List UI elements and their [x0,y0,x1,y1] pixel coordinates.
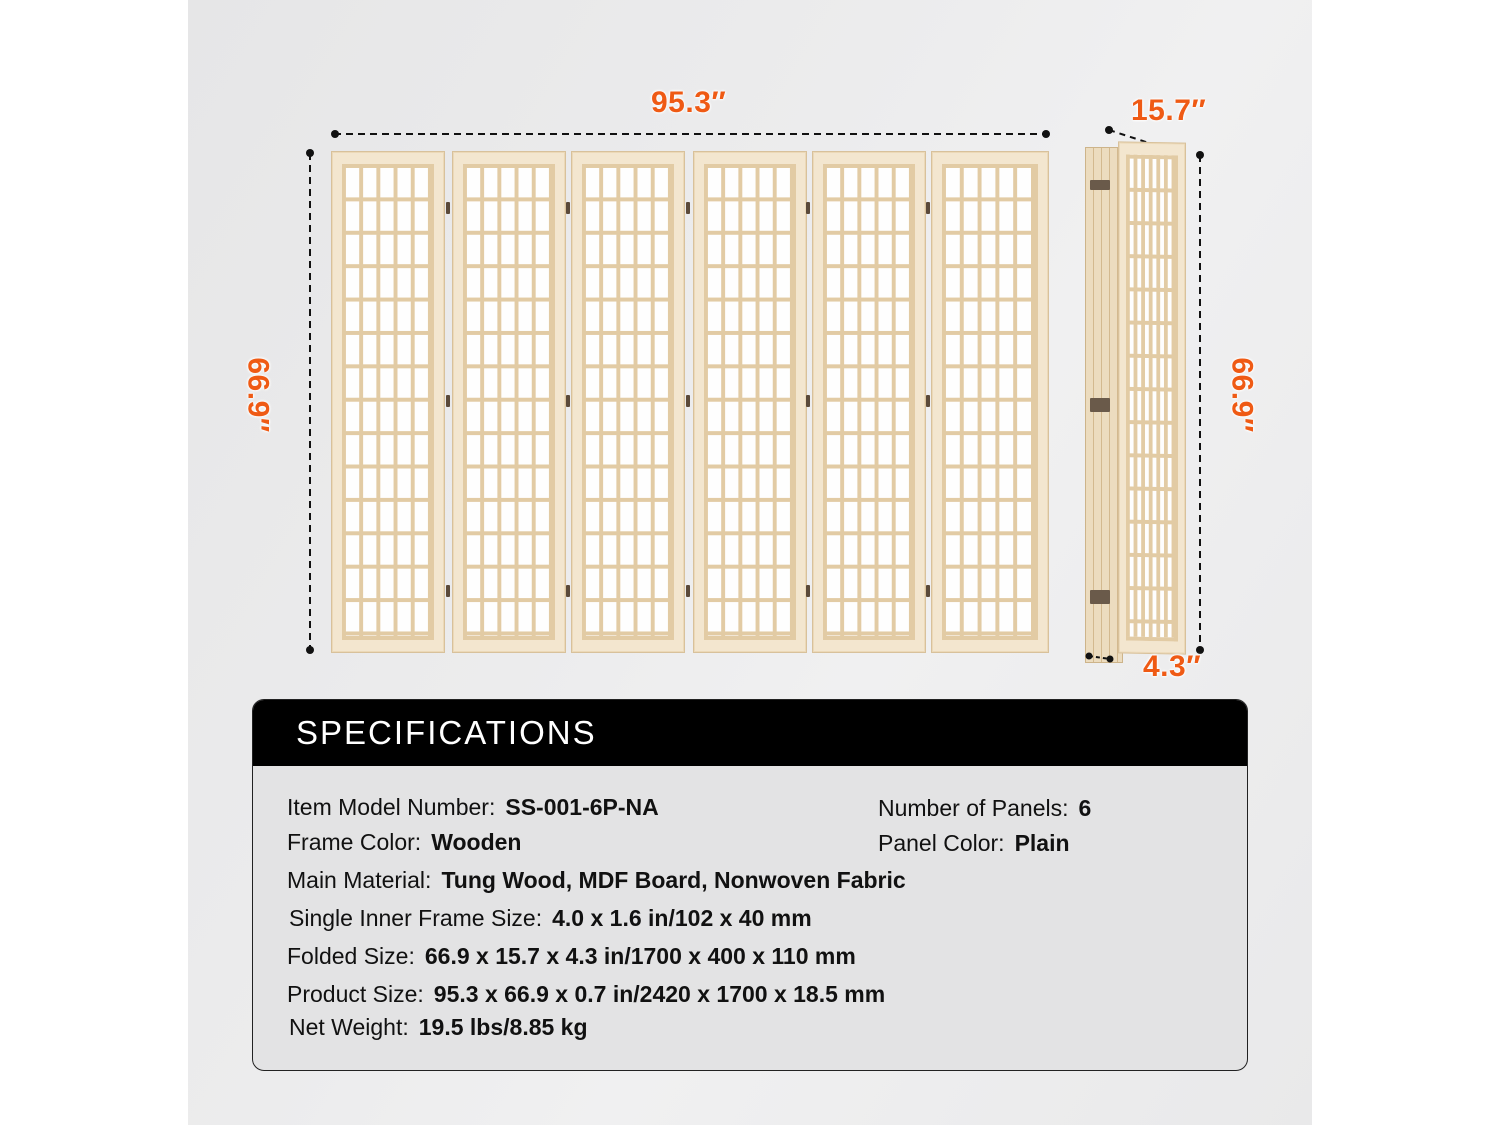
spec-panel-color [878,830,1070,857]
hinge-icon [806,202,810,214]
screen-panel-5 [812,151,926,653]
width-dimension-label: 95.3″ [651,86,727,119]
hinge-icon [806,395,810,407]
spec-label: Panel Color: [878,830,1005,856]
spec-value: Plain [1014,830,1070,856]
spec-label: Net Weight: [289,1014,409,1040]
hinge-icon [806,585,810,597]
folded-height-dimension-label: 66.9″ [1225,357,1259,433]
specifications-title: SPECIFICATIONS [296,714,597,751]
hinge-icon [686,395,690,407]
folded-front-panel [1118,141,1186,654]
hinge-icon [686,202,690,214]
width-dimension-line [330,128,1052,140]
spec-main-material [287,867,906,894]
hinge-icon [566,395,570,407]
screen-panel-4 [693,151,807,653]
spec-item-model-number [287,794,659,821]
spec-label: Product Size: [287,981,424,1007]
spec-product-size [287,981,885,1008]
spec-label: Number of Panels: [878,795,1069,821]
spec-label: Folded Size: [287,943,415,969]
hinge-icon [1090,398,1110,412]
hinge-icon [926,395,930,407]
spec-label: Item Model Number: [287,794,496,820]
spec-value: 95.3 x 66.9 x 0.7 in/2420 x 1700 x 18.5 mm [433,981,886,1007]
spec-label: Frame Color: [287,829,422,855]
folded-width-dimension-label: 15.7″ [1131,94,1207,127]
folded-depth-dimension-label: 4.3″ [1143,650,1202,683]
hinge-icon [1090,180,1110,190]
folded-height-dimension-line [1194,150,1206,658]
spec-folded-size [287,943,856,970]
spec-label: Main Material: [287,867,432,893]
screen-panel-1 [331,151,445,653]
spec-label: Single Inner Frame Size: [289,905,543,931]
screen-panel-3 [571,151,685,653]
hinge-icon [446,585,450,597]
spec-value: 4.0 x 1.6 in/102 x 40 mm [552,905,812,931]
hinge-icon [446,202,450,214]
spec-value: 66.9 x 15.7 x 4.3 in/1700 x 400 x 110 mm [424,943,856,969]
hinge-icon [566,202,570,214]
spec-value: Wooden [431,829,522,855]
spec-number-of-panels [878,795,1091,822]
spec-value: 6 [1078,795,1092,821]
hinge-icon [926,585,930,597]
spec-value: 19.5 lbs/8.85 kg [418,1014,588,1040]
spec-value: Tung Wood, MDF Board, Nonwoven Fabric [441,867,906,893]
spec-net-weight [289,1014,588,1041]
screen-panel-6 [931,151,1049,653]
height-dimension-line-left [304,148,316,656]
folded-depth-dimension-line [1084,651,1116,665]
spec-single-inner-frame-size [289,905,812,932]
hinge-icon [686,585,690,597]
specifications-card [252,699,1248,1071]
height-dimension-label-left: 66.9″ [241,357,275,433]
hinge-icon [1090,590,1110,604]
spec-value: SS-001-6P-NA [505,794,659,820]
hinge-icon [926,202,930,214]
hinge-icon [566,585,570,597]
screen-panel-2 [452,151,566,653]
hinge-icon [446,395,450,407]
spec-frame-color [287,829,522,856]
specifications-header [253,700,1247,766]
